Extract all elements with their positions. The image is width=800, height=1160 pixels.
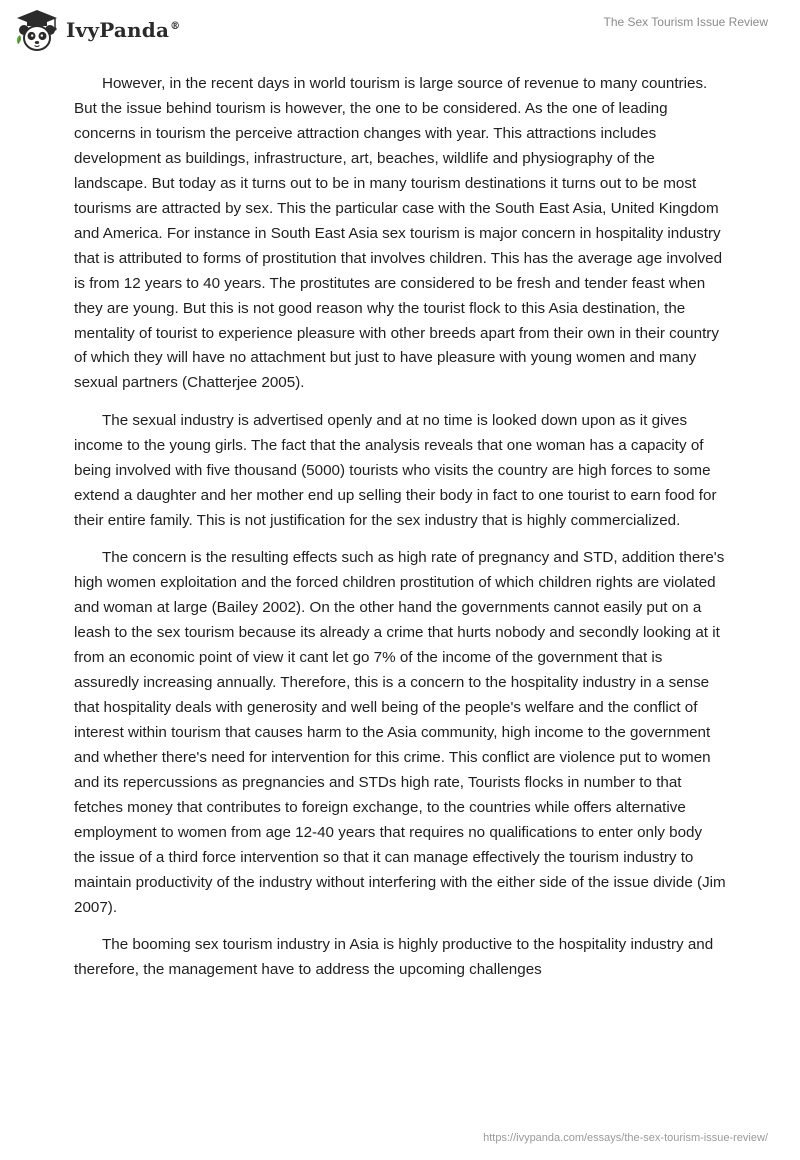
panda-graduate-icon bbox=[14, 8, 60, 52]
page-header bbox=[0, 0, 800, 70]
ivypanda-logo[interactable] bbox=[14, 8, 180, 52]
paragraph-2: The sexual industry is advertised openly and at no time is looked down upon as it gives income to the young girls. The fact that the analysis reveals that one woman has a capacity of being involved with five thousand (5000) tourists who visits the country are high forces to some extend a daughter and her mother end up selling their body in fact to one tourist to earn food for their entire family. This is not justification for the sex industry that is highly commercialized. bbox=[74, 411, 717, 529]
logo-name: IvyPanda bbox=[66, 18, 170, 42]
document-title: The Sex Tourism Issue Review bbox=[603, 15, 768, 29]
logo-registered-mark: ® bbox=[170, 21, 181, 33]
paragraph-3: The concern is the resulting effects such as high rate of pregnancy and STD, addition there's high women exploitation and the forced children prostitution of which children rights are violated and woman at large (Bailey 2002). On the other hand the governments cannot easily put on a leash to the sex tourism because its already a crime that hurts nobody and secondly looking at it from an economic point of view it cant let go 7% of the income of the government that is assuredly increasing annually. Therefore, this is a concern to the hospitality industry in a sense that hospitality deals with generosity and well being of the people's welfare and the conflict of interest within tourism that causes harm to the Asia community, high income to the government and whether there's need for intervention for this crime. This conflict are violence put to women and its repercussions as pregnancies and STDs high rate, Tourists flocks in number to that fetches money that contributes to foreign exchange, to the countries while offers alternative employment to women from age 12-40 years that requires no qualifications to enter only body the issue of a third force intervention so that it can manage effectively the tourism industry to maintain productivity of the industry without interfering with the either side of the issue divide (Jim 2007). bbox=[74, 549, 726, 916]
essay-body bbox=[74, 72, 726, 995]
paragraph-1: However, in the recent days in world tourism is large source of revenue to many countries. But the issue behind tourism is however, the one to be considered. As the one of leading concerns in tourism the perceive attraction changes with year. This attractions includes development as buildings, infrastructure, art, beaches, wildlife and physiography of the landscape. But today as it turns out to be in many tourism destinations it turns out to be most tourisms are attracted by sex. This the particular case with the South East Asia, United Kingdom and America. For instance in South East Asia sex tourism is major concern in hospitality industry that is attributed to forms of prostitution that involves children. This has the average age involved is from 12 years to 40 years. The prostitutes are considered to be fresh and tender feast when they are young. But this is not good reason why the tourist flock to this Asia destination, the mentality of tourist to experience pleasure with other breeds apart from their own in their country of which they will have no attachment but just to have pleasure with young women and many sexual partners (Chatterjee 2005). bbox=[74, 75, 723, 392]
source-url-link[interactable]: https://ivypanda.com/essays/the-sex-tourism-issue-review/ bbox=[483, 1132, 768, 1144]
paragraph-4: The booming sex tourism industry in Asia is highly productive to the hospitality industry and therefore, the management have to address the upcoming challenges bbox=[74, 935, 714, 978]
logo-wordmark bbox=[66, 18, 180, 42]
